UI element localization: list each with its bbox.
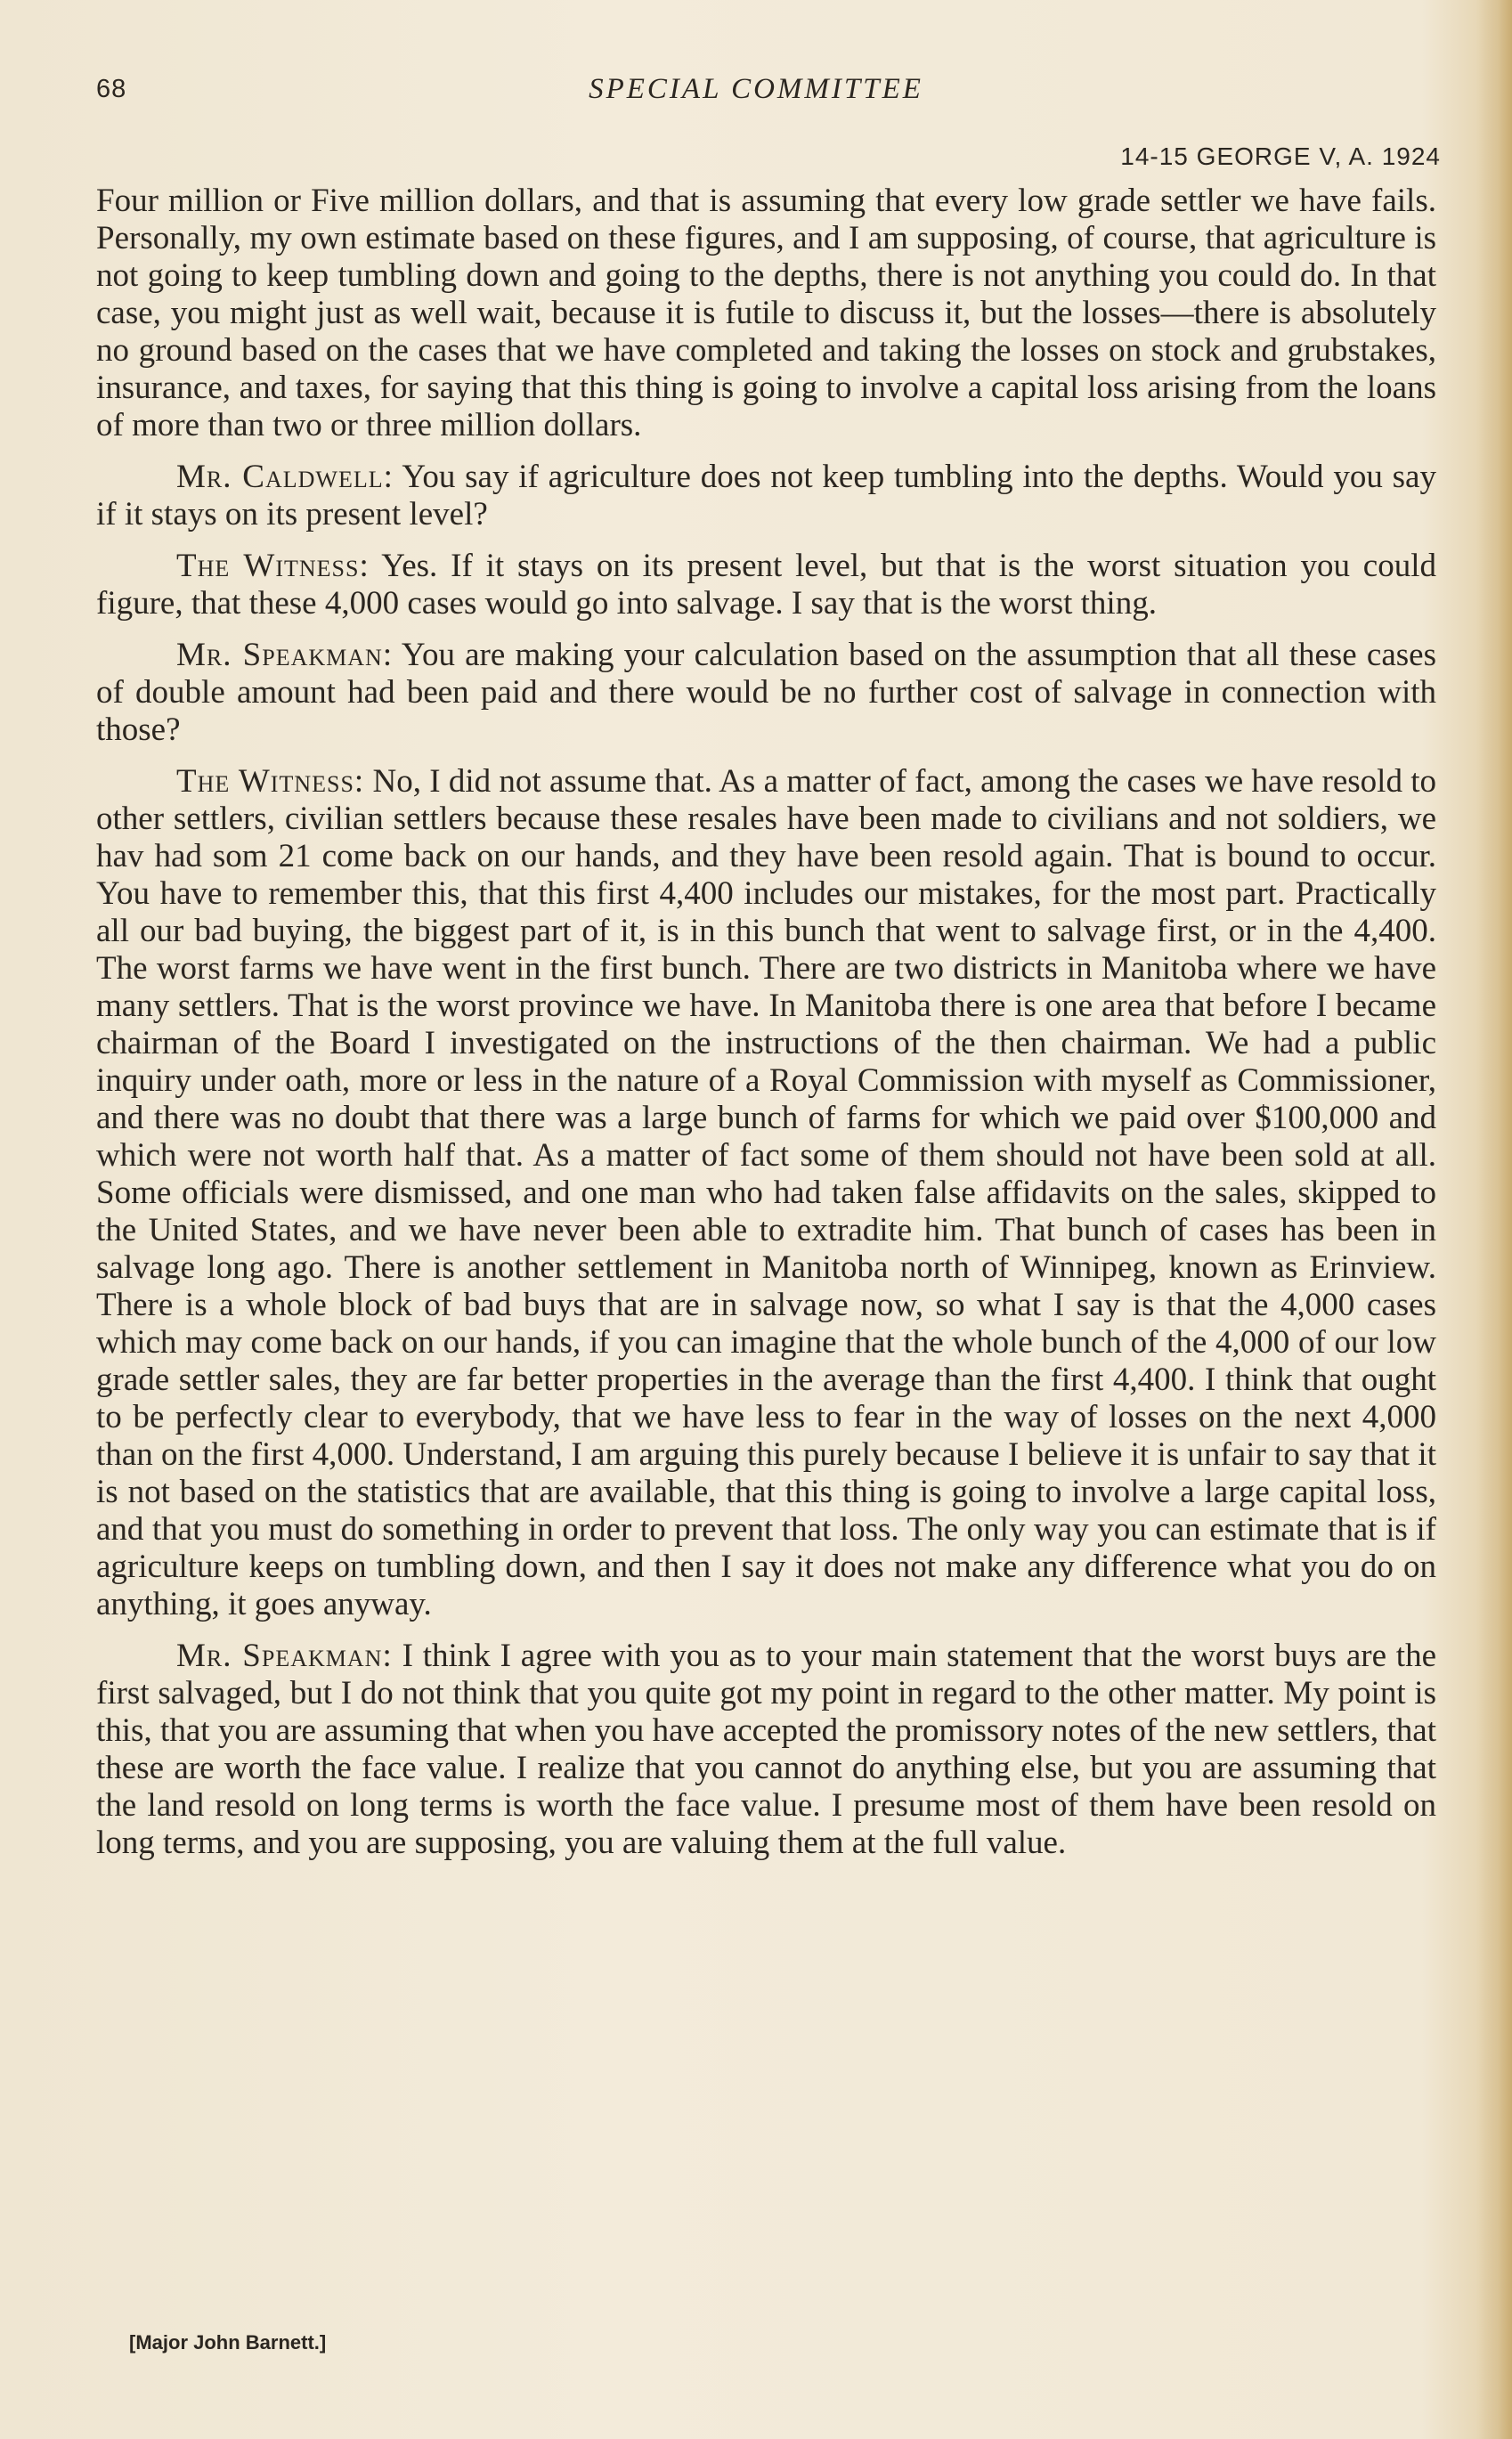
paragraph-witness-2 xyxy=(96,763,1436,1623)
paragraph-text: You say if agriculture does not keep tumbling into the depths. Would you say if it stays on its present level? xyxy=(96,459,1436,533)
speaker-label: The Witness: xyxy=(176,548,370,584)
paragraph-caldwell xyxy=(96,459,1436,533)
page-number: 68 xyxy=(96,75,127,103)
paragraph-text: I think I agree with you as to your main statement that the worst buys are the first salvaged, but I do not think that you quite got my point in regard to the other matter. My point is this, that you are assuming that when you have accepted the promissory notes of the new settlers, that these are worth the face value. I realize that you cannot do anything else, but you are assuming that the land resold on long terms is worth the face value. I presume most of them have been resold on long terms, and you are supposing, you are valuing them at the full value. xyxy=(96,1638,1437,1861)
paragraph-witness-1 xyxy=(96,548,1436,622)
running-title: SPECIAL COMMITTEE xyxy=(589,73,923,105)
paragraph-speakman-1 xyxy=(96,637,1436,749)
footer-note: [Major John Barnett.] xyxy=(129,2331,327,2354)
paragraph-continuation xyxy=(96,183,1436,444)
paragraph-text: You are making your calculation based on the assumption that all these cases of double amount had been paid and there would be no further cost of salvage in connection with those? xyxy=(96,637,1436,748)
speaker-label: The Witness: xyxy=(176,763,365,800)
speaker-label: Mr. Speakman: xyxy=(176,1638,393,1674)
paragraph-text: No, I did not assume that. As a matter of fact, among the cases we have resold to other settlers, civilian settlers because these resales have been made to civilians and not soldiers, we hav had som 21 come back on our hands, and they have been resold again. That is bound to occur. You have to remember this, that this first 4,400 includes our mistakes, for the most part. Practically all our bad buying, the biggest part of it, is in this bunch that went to salvage first, or in the 4,400. The worst farms we have went in the first bunch. There are two districts in Manitoba where we have many settlers. That is the worst province we have. In Manitoba there is one area that before I became chairman of the Board I investigated on the instructions of the then chairman. We had a public inquiry under oath, more or less in the nature of a Royal Commission with myself as Commissioner, and there was no doubt that there was a large bunch of farms for which we paid over $100,000 and which were not worth half that. As a matter of fact some of them should not have been sold at all. Some officials were dismissed, and one man who had taken false affidavits on the sales, skipped to the United States, and we have never been able to extradite him. That bunch of cases has been in salvage long ago. There is another settlement in Manitoba north of Winnipeg, known as Erinview. There is a whole block of bad buys that are in salvage now, so what I say is that the 4,000 cases which may come back on our hands, if you can imagine that the whole bunch of the 4,000 of our low grade settler sales, they are far better properties in the average than the first 4,400. I think that ought to be perfectly clear to everybody, that we have less to fear in the way of losses on the next 4,000 than on the first 4,000. Understand, I am arguing this purely because I believe it is unfair to say that it is not based on the statistics that are available, that this thing is going to involve a large capital loss, and that you must do something in order to prevent that loss. The only way you can estimate that is if agriculture keeps on tumbling down, and then I say it does not make any difference what you do on anything, it goes anyway. xyxy=(96,763,1437,1622)
speaker-label: Mr. Speakman: xyxy=(176,637,394,673)
body-text xyxy=(96,183,1436,1876)
speaker-label: Mr. Caldwell: xyxy=(176,459,394,495)
paragraph-text: Four million or Five million dollars, and that is assuming that every low grade settler we have fails. Personally, my own estimate based on these figures, and I am supposing, of course, that agriculture is not going to keep tumbling down and going to the depths, there is not anything you could do. In that case, you might just as well wait, because it is futile to discuss it, but the losses—there is absolutely no ground based on the cases that we have completed and taking the losses on stock and grubstakes, insurance, and taxes, for saying that this thing is going to involve a capital loss arising from the loans of more than two or three million dollars. xyxy=(96,183,1436,443)
paragraph-speakman-2 xyxy=(96,1638,1436,1862)
session-reference: 14-15 GEORGE V, A. 1924 xyxy=(1120,142,1441,170)
page-edge-shadow xyxy=(1476,0,1512,2439)
paragraph-text: Yes. If it stays on its present level, but that is the worst situation you could figure, that these 4,000 cases would go into salvage. I say that is the worst thing. xyxy=(96,548,1436,622)
